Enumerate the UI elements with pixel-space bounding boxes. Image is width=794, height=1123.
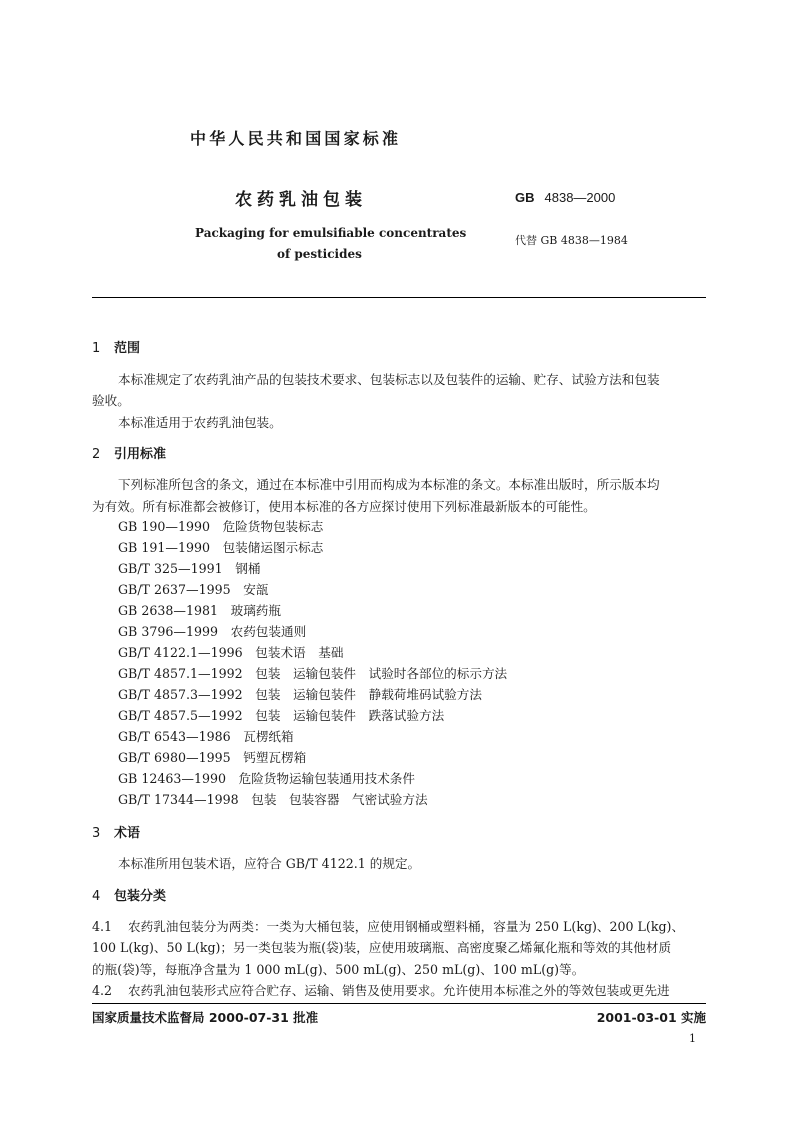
clause-4-1 bbox=[92, 916, 684, 935]
reference-item: GB 2638—1981 玻璃药瓶 bbox=[118, 603, 281, 618]
clause-number: 4.2 bbox=[92, 983, 113, 998]
reference-item: GB/T 2637—1995 安瓿 bbox=[118, 582, 269, 597]
clause-text: 农药乳油包装形式应符合贮存、运输、销售及使用要求。允许使用本标准之外的等效包装或更先进 bbox=[128, 983, 670, 998]
clause-number: 4.1 bbox=[92, 919, 113, 934]
section-number: 1 bbox=[92, 341, 101, 356]
reference-item: GB/T 4857.1—1992 包装 运输包装件 试验时各部位的标示方法 bbox=[118, 666, 508, 681]
section-number: 4 bbox=[92, 889, 101, 904]
section-title: 包装分类 bbox=[114, 889, 167, 904]
footer-divider bbox=[92, 1003, 706, 1004]
section-2-heading bbox=[92, 443, 166, 462]
english-title-line2: of pesticides bbox=[277, 247, 362, 261]
reference-item: GB/T 4857.5—1992 包装 运输包装件 跌落试验方法 bbox=[118, 708, 445, 723]
paragraph: 本标准规定了农药乳油产品的包装技术要求、包装标志以及包装件的运输、贮存、试验方法和包装 bbox=[118, 372, 660, 387]
clause-4-2 bbox=[92, 980, 670, 999]
section-number: 3 bbox=[92, 826, 101, 841]
paragraph: 本标准所用包装术语，应符合 GB/T 4122.1 的规定。 bbox=[118, 856, 421, 871]
paragraph: 本标准适用于农药乳油包装。 bbox=[118, 415, 282, 430]
reference-item: GB/T 6980—1995 钙塑瓦楞箱 bbox=[118, 750, 307, 765]
standard-code bbox=[515, 190, 615, 205]
clause-text: 农药乳油包装分为两类：一类为大桶包装，应使用钢桶或塑料桶，容量为 250 L(kg)、200 L(kg)、 bbox=[128, 919, 685, 934]
document-title: 农药乳油包装 bbox=[235, 190, 367, 210]
english-title-line1: Packaging for emulsifiable concentrates bbox=[195, 226, 467, 240]
page-number: 1 bbox=[689, 1032, 696, 1045]
reference-item: GB 12463—1990 危险货物运输包装通用技术条件 bbox=[118, 771, 415, 786]
section-title: 引用标准 bbox=[114, 447, 167, 462]
reference-item: GB/T 325—1991 钢桶 bbox=[118, 561, 261, 576]
replaces-note: 代替 GB 4838—1984 bbox=[515, 234, 628, 247]
section-1-heading bbox=[92, 337, 140, 356]
reference-item: GB/T 4857.3—1992 包装 运输包装件 静载荷堆码试验方法 bbox=[118, 687, 482, 702]
reference-item: GB/T 17344—1998 包装 包装容器 气密试验方法 bbox=[118, 792, 428, 807]
paragraph: 验收。 bbox=[92, 393, 130, 408]
approval-note: 国家质量技术监督局 2000-07-31 批准 bbox=[92, 1010, 319, 1025]
paragraph: 100 L(kg)、50 L(kg)；另一类包装为瓶(袋)装，应使用玻璃瓶、高密度聚乙烯氟化瓶和等效的其他材质 bbox=[92, 940, 672, 955]
reference-item: GB/T 6543—1986 瓦楞纸箱 bbox=[118, 729, 294, 744]
reference-item: GB 3796—1999 农药包装通则 bbox=[118, 624, 307, 639]
header-divider bbox=[92, 297, 706, 298]
section-title: 术语 bbox=[114, 826, 141, 841]
standard-number: 4838—2000 bbox=[544, 190, 616, 205]
paragraph: 的瓶(袋)等，每瓶净含量为 1 000 mL(g)、500 mL(g)、250 mL(g)、100 mL(g)等。 bbox=[92, 962, 585, 977]
paragraph: 下列标准所包含的条文，通过在本标准中引用而构成为本标准的条文。本标准出版时，所示版本均 bbox=[118, 477, 660, 492]
section-title: 范围 bbox=[114, 341, 141, 356]
reference-item: GB/T 4122.1—1996 包装术语 基础 bbox=[118, 645, 344, 660]
section-4-heading bbox=[92, 885, 166, 904]
section-3-heading bbox=[92, 822, 140, 841]
reference-item: GB 190—1990 危险货物包装标志 bbox=[118, 519, 324, 534]
standard-prefix: GB bbox=[515, 190, 535, 205]
country-standard-heading: 中华人民共和国国家标准 bbox=[190, 129, 402, 148]
reference-item: GB 191—1990 包装储运图示标志 bbox=[118, 540, 324, 555]
section-number: 2 bbox=[92, 447, 101, 462]
implementation-date: 2001-03-01 实施 bbox=[596, 1010, 706, 1025]
paragraph: 为有效。所有标准都会被修订，使用本标准的各方应探讨使用下列标准最新版本的可能性。 bbox=[92, 499, 596, 514]
